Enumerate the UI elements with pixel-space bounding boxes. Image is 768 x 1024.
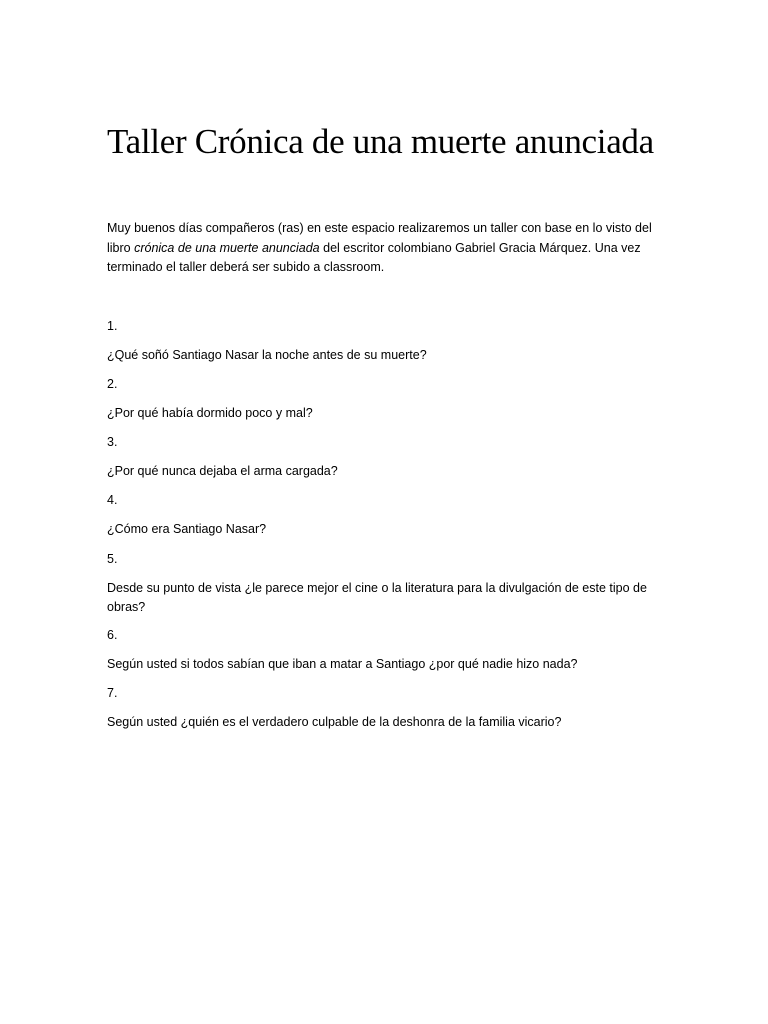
document-title: Taller Crónica de una muerte anunciada bbox=[107, 122, 654, 161]
intro-text-end: del escritor colombiano Gabriel Gracia Márquez. Una vez terminado el taller deberá ser subido a classroom. bbox=[107, 240, 641, 274]
question-number-1: 1. bbox=[107, 319, 118, 333]
question-number-2: 2. bbox=[107, 377, 118, 391]
question-number-6: 6. bbox=[107, 628, 118, 642]
question-number-7: 7. bbox=[107, 686, 118, 700]
question-text-2: ¿Por qué había dormido poco y mal? bbox=[107, 406, 313, 420]
question-text-5: Desde su punto de vista ¿le parece mejor el cine o la literatura para la divulgación de este tipo de obras? bbox=[107, 581, 647, 614]
question-text-6: Según usted si todos sabían que iban a matar a Santiago ¿por qué nadie hizo nada? bbox=[107, 657, 578, 671]
question-number-3: 3. bbox=[107, 435, 118, 449]
intro-paragraph bbox=[107, 219, 667, 278]
question-text-3: ¿Por qué nunca dejaba el arma cargada? bbox=[107, 464, 338, 478]
question-text-7: Según usted ¿quién es el verdadero culpable de la deshonra de la familia vicario? bbox=[107, 715, 562, 729]
question-text-4: ¿Cómo era Santiago Nasar? bbox=[107, 522, 267, 536]
intro-book-title: crónica de una muerte anunciada bbox=[134, 240, 320, 255]
question-number-5: 5. bbox=[107, 552, 118, 566]
question-number-4: 4. bbox=[107, 493, 118, 507]
question-text-1: ¿Qué soñó Santiago Nasar la noche antes de su muerte? bbox=[107, 348, 427, 362]
intro-text-start: Muy buenos días compañeros (ras) en este espacio realizaremos un taller con base en lo visto del libro bbox=[107, 221, 652, 255]
